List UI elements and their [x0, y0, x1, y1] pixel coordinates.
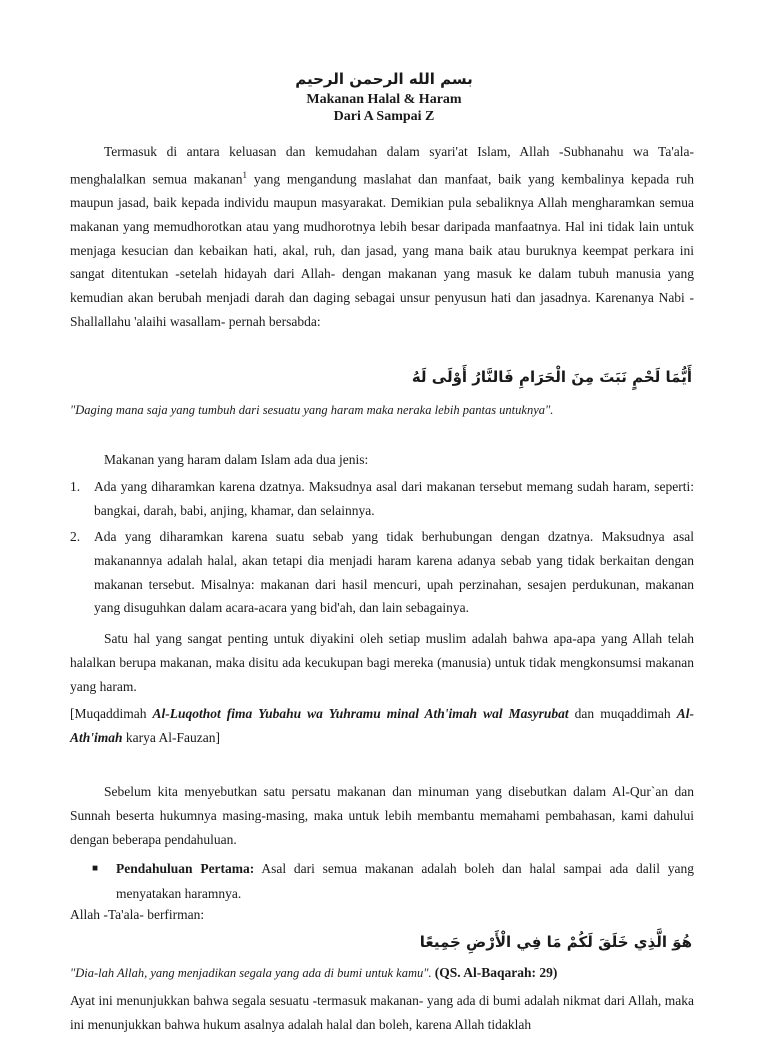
list-number: 1.	[70, 479, 81, 494]
ayah-citation: (QS. Al-Baqarah: 29)	[434, 965, 558, 980]
paragraph-explanation: Ayat ini menunjukkan bahwa segala sesuatu -termasuk makanan- yang ada di bumi adalah nikmat dari Allah, maka ini menunjukkan bahwa hukum asalnya adalah halal dan boleh, karena Allah tidaklah	[70, 993, 694, 1032]
footnote-marker[interactable]: 1	[242, 169, 248, 180]
reference-suffix: karya Al-Fauzan]	[122, 729, 220, 745]
list-item	[70, 475, 694, 523]
ayah-translation: "Dia-lah Allah, yang menjadikan segala yang ada di bumi untuk kamu".	[70, 966, 432, 980]
list-item-text: Ada yang diharamkan karena suatu sebab yang tidak berhubungan dengan dzatnya. Maksudnya asal makanannya adalah halal, akan tetapi dia menjadi haram karena adanya sebab yang tidak berkaitan dengan makanan tersebut. Misalnya: makanan dari hasil mencuri, upah perzinahan, sesajen perdukunan, makanan yang disuguhkan dalam acara-acara yang bid'ah, dan lain sebagainya.	[94, 529, 694, 616]
paragraph-intro-text: Termasuk di antara keluasan dan kemudahan dalam syari'at Islam, Allah -Subhanahu wa Ta'ala- menghalalkan semua makanan	[70, 144, 694, 187]
bullet-item	[92, 856, 694, 906]
reference-mid: dan muqaddimah	[568, 706, 677, 721]
bismillah-heading: بسم الله الرحمن الرحيم	[295, 70, 473, 88]
paragraph-intro	[70, 140, 694, 334]
reference-note	[70, 702, 694, 750]
document-title: Makanan Halal & Haram	[306, 92, 462, 107]
hadith-arabic: أَيُّمَا لَحْمٍ نَبَتَ مِنَ الْحَرَامِ فَالنَّارُ أَوْلَى لَهُ	[411, 368, 692, 386]
list-item-text: Ada yang diharamkan karena dzatnya. Maksudnya asal dari makanan tersebut memang sudah haram, seperti: bangkai, darah, babi, anjing, khamar, dan selainnya.	[94, 479, 694, 518]
bullet-text: Asal dari semua makanan adalah boleh dan halal sampai ada dalil yang menyatakan haramnya.	[116, 861, 695, 901]
hadith-translation: "Daging mana saja yang tumbuh dari sesuatu yang haram maka neraka lebih pantas untuknya".	[70, 403, 554, 417]
paragraph-intro-text-cont: yang mengandung maslahat dan manfaat, baik yang kembalinya kepada ruh maupun jasad, baik kepada individu maupun masyarakat. Demikian pula sebaliknya Allah mengharamkan semua makanan yang memudhorotkan atau yang mudhorotnya lebih besar daripada manfaatnya. Hal ini tidak lain untuk menjaga kesucian dan kebaikan hati, akal, ruh, dan jasad, yang mana baik atau buruknya keempat perkara ini sangat ditentukan -setelah hidayah dari Allah- dengan makanan yang masuk ke dalam tubuh manusia yang kemudian akan berubah menjadi darah dan daging sebagai unsur penyusun hati dan jasadnya. Karenanya Nabi -Shallallahu 'alaihi wasallam- pernah bersabda:	[70, 171, 694, 330]
paragraph-preliminaries: Sebelum kita menyebutkan satu persatu makanan dan minuman yang disebutkan dalam Al-Qur`an dan Sunnah beserta hukumnya masing-masing, maka untuk lebih membantu memahami pembahasan, kami dahului dengan beberapa pendahuluan.	[70, 784, 694, 847]
document-subtitle: Dari A Sampai Z	[333, 109, 435, 124]
list-intro: Makanan yang haram dalam Islam ada dua jenis:	[104, 452, 369, 467]
square-bullet-icon: ■	[92, 863, 99, 874]
reference-prefix: [Muqaddimah	[70, 706, 153, 721]
list-number: 2.	[70, 529, 81, 544]
book-title-athimah: Al-Ath'imah	[70, 706, 694, 745]
paragraph-sufficiency: Satu hal yang sangat penting untuk diyakini oleh setiap muslim adalah bahwa apa-apa yang Allah telah halalkan berupa makanan, maka disitu ada kecukupan bagi mereka (manusia) untuk tidak mengkonsumsi makanan yang haram.	[70, 631, 694, 694]
book-title-luqothot: Al-Luqothot fima Yubahu wa Yuhramu minal Ath'imah wal Masyrubat	[152, 706, 569, 721]
allah-says-line: Allah -Ta'ala- berfirman:	[70, 907, 205, 922]
ayah-arabic: هُوَ الَّذِي خَلَقَ لَكُمْ مَا فِي الْأَرْضِ جَمِيعًا	[419, 933, 692, 951]
bullet-label: Pendahuluan Pertama:	[116, 861, 255, 876]
ayah-translation-line	[70, 965, 700, 981]
list-item	[70, 525, 694, 620]
